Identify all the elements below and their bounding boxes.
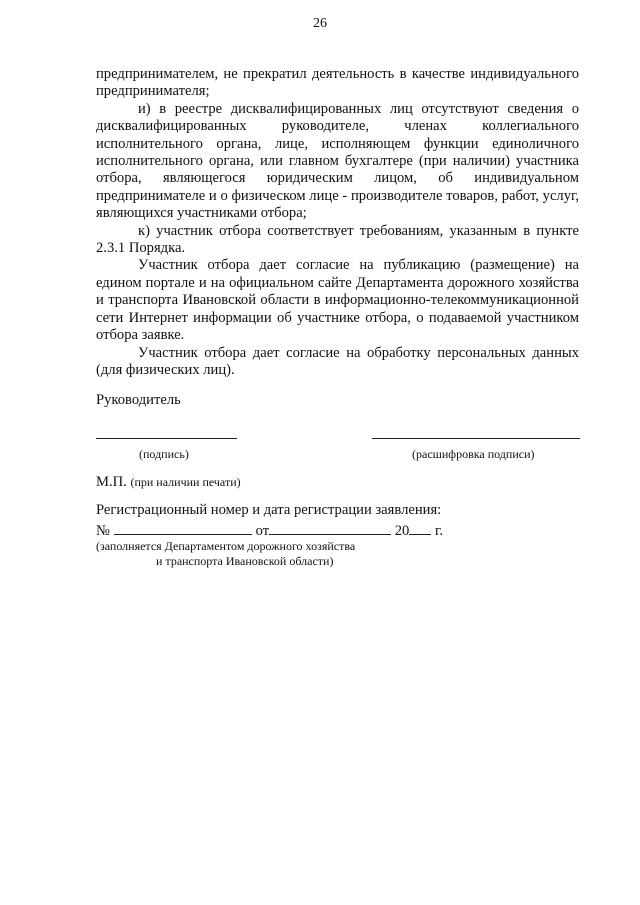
paragraph-item-i: и) в реестре дисквалифицированных лиц отсутствуют сведения о дисквалифицированных руководителе, членах коллегиального исполнительного органа, лице, исполняющем функции единоличного исполнительного органа, или главном бухгалтере (при наличии) участника отбора, являющегося юридическим лицом, об индивидуальном предпринимателе и о физическом лице - производителе товаров, работ, услуг, являющихся участниками отбора; bbox=[96, 100, 579, 222]
signature-decoding-caption: (расшифровка подписи) bbox=[412, 447, 535, 461]
signatory-role: Руководитель bbox=[96, 392, 181, 408]
paragraph-personal-data-consent: Участник отбора дает согласие на обработку персональных данных (для физических лиц). bbox=[96, 344, 579, 378]
paragraph-publication-consent: Участник отбора дает согласие на публикацию (размещение) на едином портале и на официальном сайте Департамента дорожного хозяйства и транспорта Ивановской области в информационно-телекоммуникационной сети Интернет информации об участнике отбора, о подаваемой участником отбора заявке. bbox=[96, 257, 579, 344]
signature-decoding-line bbox=[372, 438, 580, 439]
registration-note-line2: и транспорта Ивановской области) bbox=[156, 554, 334, 568]
number-sign: № bbox=[96, 523, 110, 539]
year-suffix: г. bbox=[434, 523, 443, 539]
signature-caption: (подпись) bbox=[139, 447, 189, 461]
paragraph-continuation: предпринимателем, не прекратил деятельность в качестве индивидуального предпринимателя; bbox=[96, 66, 579, 100]
page-number: 26 bbox=[313, 16, 327, 31]
document-body bbox=[96, 66, 579, 379]
registration-note-line1: (заполняется Департаментом дорожного хозяйства bbox=[96, 539, 356, 553]
registration-date-blank bbox=[269, 520, 391, 535]
registration-fields bbox=[96, 520, 443, 540]
stamp-place bbox=[96, 474, 241, 491]
stamp-note: (при наличии печати) bbox=[130, 475, 241, 489]
stamp-label: М.П. bbox=[96, 474, 127, 490]
paragraph-item-k: к) участник отбора соответствует требованиям, указанным в пункте 2.3.1 Порядка. bbox=[96, 222, 579, 257]
year-prefix: 20 bbox=[394, 523, 410, 539]
registration-title: Регистрационный номер и дата регистрации заявления: bbox=[96, 502, 442, 518]
registration-year-blank bbox=[409, 520, 431, 535]
from-label: от bbox=[255, 523, 270, 539]
signature-line bbox=[96, 438, 237, 439]
registration-note bbox=[96, 539, 355, 569]
registration-number-blank bbox=[114, 520, 252, 535]
